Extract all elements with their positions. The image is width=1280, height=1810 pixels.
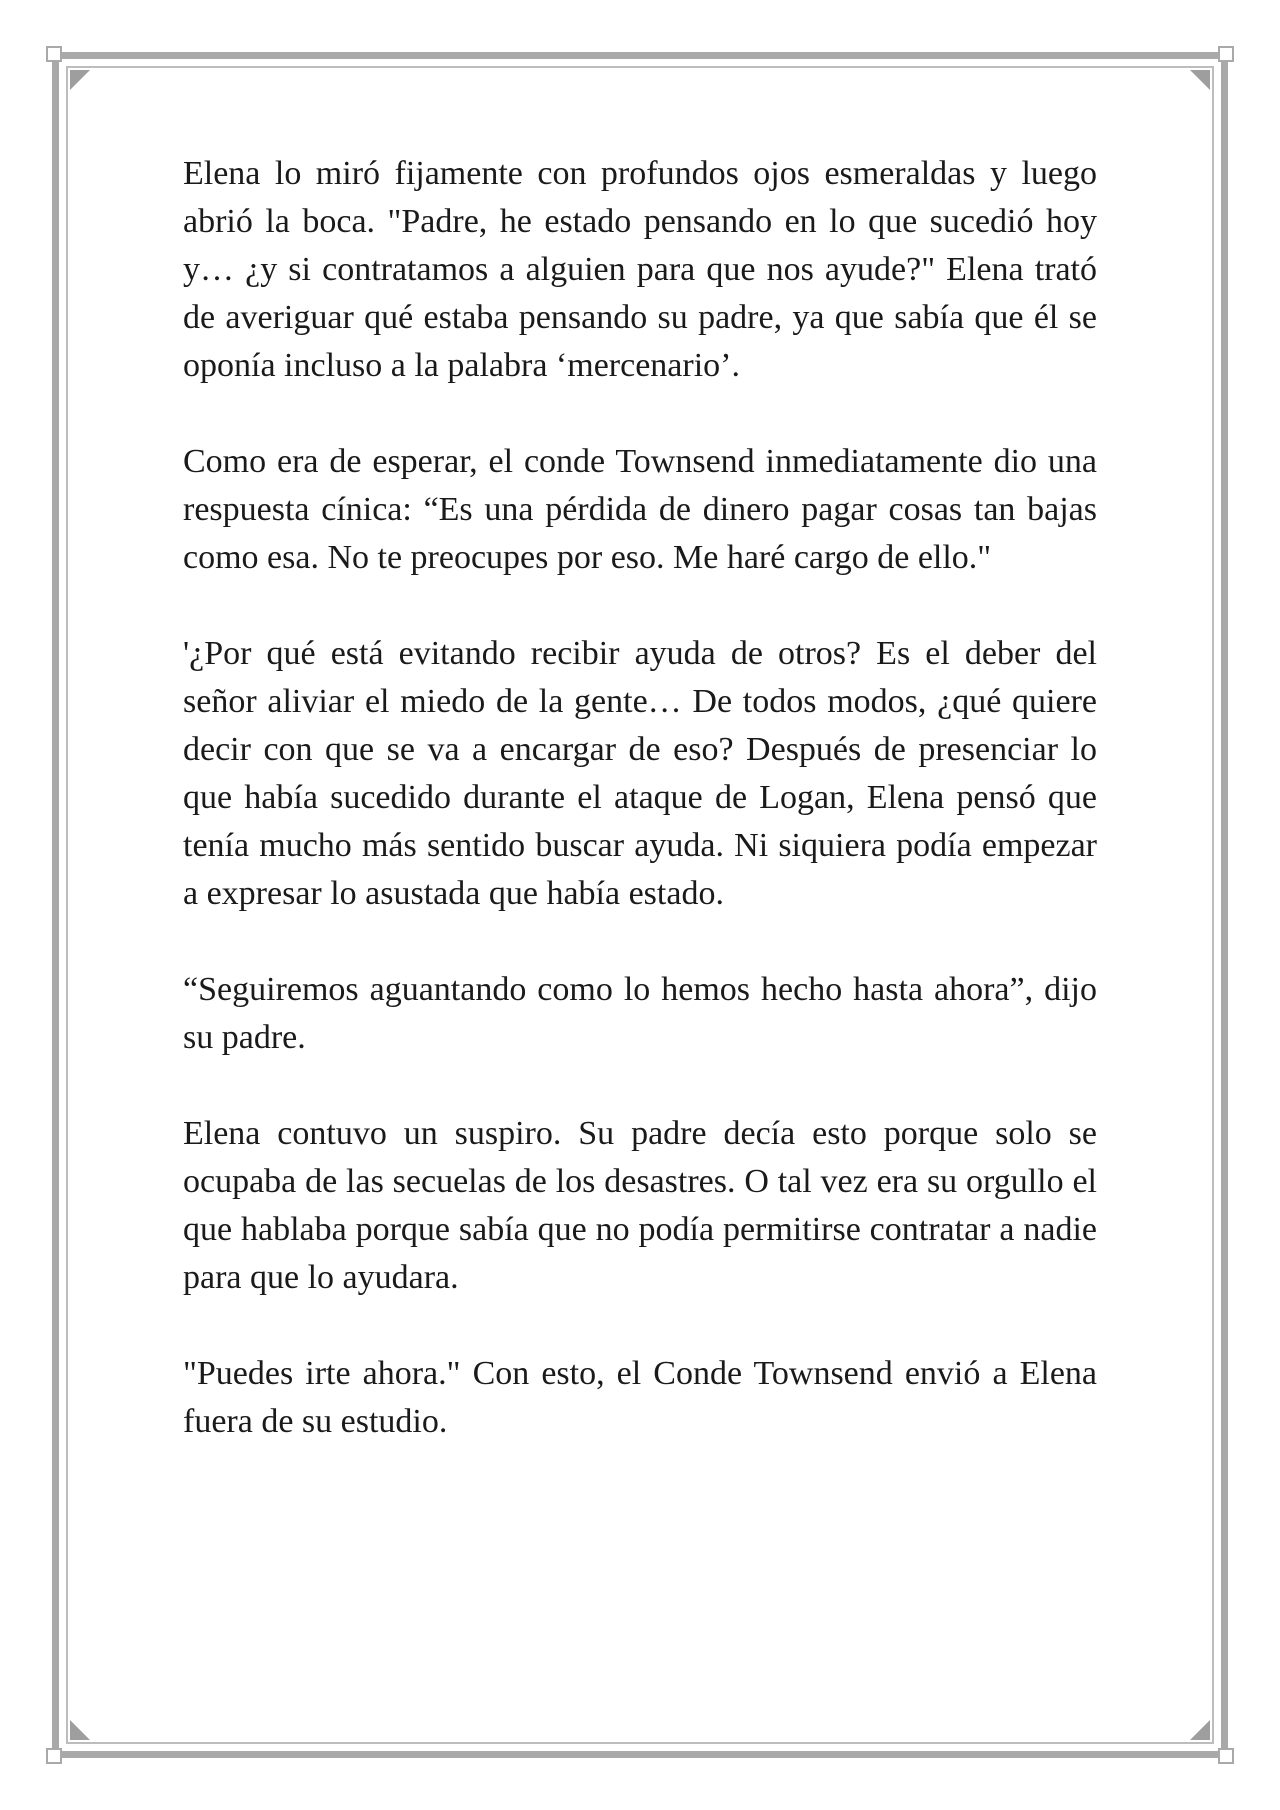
paragraph-5: Elena contuvo un suspiro. Su padre decía esto porque solo se ocupaba de las secuelas de los desastres. O tal vez era su orgullo el que hablaba porque sabía que no podía permitirse contratar a nadie para que lo ayudara. bbox=[183, 1115, 1097, 1296]
paragraph-6: "Puedes irte ahora." Con esto, el Conde Townsend envió a Elena fuera de su estudio. bbox=[183, 1355, 1097, 1440]
corner-ornament-bottom-right bbox=[1218, 1748, 1234, 1764]
corner-triangle-bottom-right bbox=[1190, 1720, 1210, 1740]
paragraph-4: “Seguiremos aguantando como lo hemos hecho hasta ahora”, dijo su padre. bbox=[183, 971, 1097, 1056]
corner-ornament-bottom-left bbox=[46, 1748, 62, 1764]
corner-triangle-top-right bbox=[1190, 70, 1210, 90]
paragraph-1: Elena lo miró fijamente con profundos ojos esmeraldas y luego abrió la boca. "Padre, he estado pensando en lo que sucedió hoy y… ¿y si contratamos a alguien para que nos ayude?" Elena trató de averiguar qué estaba pensando su padre, ya que sabía que él se oponía incluso a la palabra ‘mercenario’. bbox=[183, 155, 1097, 384]
corner-ornament-top-left bbox=[46, 46, 62, 62]
corner-triangle-top-left bbox=[70, 70, 90, 90]
paragraph-3: '¿Por qué está evitando recibir ayuda de otros? Es el deber del señor aliviar el miedo de la gente… De todos modos, ¿qué quiere decir con que se va a encargar de eso? Después de presenciar lo que había sucedido durante el ataque de Logan, Elena pensó que tenía mucho más sentido buscar ayuda. Ni siquiera podía empezar a expresar lo asustada que había estado. bbox=[183, 635, 1097, 912]
corner-ornament-top-right bbox=[1218, 46, 1234, 62]
paragraph-2: Como era de esperar, el conde Townsend inmediatamente dio una respuesta cínica: “Es una pérdida de dinero pagar cosas tan bajas como esa. No te preocupes por eso. Me haré cargo de ello." bbox=[183, 443, 1097, 576]
document-body bbox=[183, 150, 1097, 1494]
corner-triangle-bottom-left bbox=[70, 1720, 90, 1740]
